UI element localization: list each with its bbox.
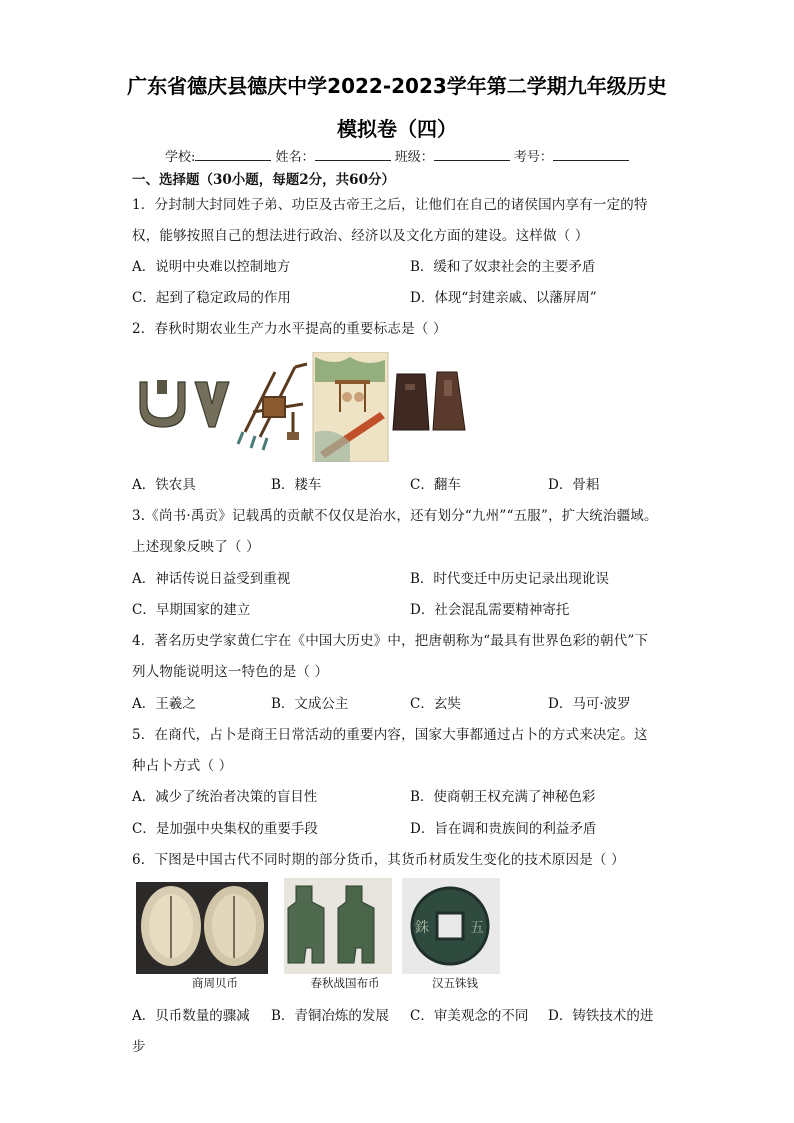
q3-option-d[interactable]: D．社会混乱需要精神寄托 — [410, 602, 570, 618]
seed-drill-icon — [238, 364, 307, 450]
q5-option-c[interactable]: C．是加强中央集权的重要手段 — [132, 821, 318, 837]
q5-option-b[interactable]: B．使商朝王权充满了神秘色彩 — [410, 789, 596, 805]
question-2-line-1: 2．春秋时期农业生产力水平提高的重要标志是（ ） — [132, 321, 447, 337]
q1-option-b[interactable]: B．缓和了奴隶社会的主要矛盾 — [410, 259, 596, 275]
q4-option-b[interactable]: B．文成公主 — [271, 696, 349, 712]
shell-coin-icon — [136, 882, 268, 974]
question-5-line-1: 5．在商代，占卜是商王日常活动的重要内容，国家大事都通过占卜的方式来决定。这 — [132, 727, 648, 743]
question-4-line-1: 4．著名历史学家黄仁宇在《中国大历史》中，把唐朝称为“最具有世界色彩的朝代”下 — [132, 633, 649, 649]
caption-wuzhu-coin: 汉五铢钱 — [432, 976, 478, 990]
q5-option-a[interactable]: A．减少了统治者决策的盲目性 — [132, 789, 318, 805]
iron-plough-icon — [195, 382, 229, 427]
q1-option-d[interactable]: D．体现“封建亲戚、以藩屏周” — [410, 290, 597, 306]
question-4-line-2: 列人物能说明这一特色的是（ ） — [132, 664, 329, 680]
class-blank[interactable] — [434, 148, 510, 161]
name-blank[interactable] — [315, 148, 391, 161]
q4-option-c[interactable]: C．玄奘 — [410, 696, 461, 712]
caption-shell-coin: 商周贝币 — [192, 976, 238, 990]
exam-no-label: 考号： — [513, 150, 553, 165]
q6-option-d-tail: 步 — [132, 1039, 146, 1055]
name-label: 姓名： — [275, 150, 315, 165]
water-lift-painting-icon — [313, 352, 388, 462]
question-5-line-2: 种占卜方式（ ） — [132, 758, 233, 774]
q2-option-c[interactable]: C．翻车 — [410, 477, 461, 493]
q3-option-c[interactable]: C．早期国家的建立 — [132, 602, 251, 618]
student-info-row — [165, 146, 629, 165]
exam-no-blank[interactable] — [553, 148, 629, 161]
q3-option-b[interactable]: B．时代变迁中历史记录出现讹误 — [410, 571, 609, 587]
class-label: 班级： — [394, 150, 434, 165]
page-subtitle: 模拟卷（四） — [337, 117, 457, 141]
q6-option-a[interactable]: A．贝币数量的骤减 — [132, 1008, 250, 1024]
question-3-line-2: 上述现象反映了（ ） — [132, 539, 260, 555]
question-1-line-2: 权，能够按照自己的想法进行政治、经济以及文化方面的建设。这样做（ ） — [132, 228, 589, 244]
coins-image — [136, 878, 500, 976]
question-3-line-1: 3.《尚书·禹贡》记载禹的贡献不仅仅是治水，还有划分“九州”“五服”，扩大统治疆域。 — [132, 508, 658, 524]
coin-glyph-left: 銖 — [415, 920, 429, 936]
q5-option-d[interactable]: D．旨在调和贵族间的利益矛盾 — [410, 821, 597, 837]
school-blank[interactable] — [195, 148, 271, 161]
q4-option-d[interactable]: D．马可·波罗 — [548, 696, 631, 712]
farming-tools-image — [135, 352, 475, 462]
section-heading: 一、选择题（30小题，每题2分，共60分） — [132, 172, 395, 188]
q2-option-d[interactable]: D．骨耜 — [548, 477, 600, 493]
q1-option-c[interactable]: C．起到了稳定政局的作用 — [132, 290, 291, 306]
bone-spade-icon — [393, 372, 465, 430]
caption-spade-coin: 春秋战国布币 — [310, 976, 380, 990]
q2-option-a[interactable]: A．铁农具 — [132, 477, 196, 493]
q2-option-b[interactable]: B．耧车 — [271, 477, 322, 493]
wuzhu-coin-icon — [402, 878, 500, 974]
q6-option-c[interactable]: C．审美观念的不同 — [410, 1008, 529, 1024]
spade-coin-icon — [284, 878, 392, 974]
question-1-line-1: 1．分封制大封同姓子弟、功臣及古帝王之后，让他们在自己的诸侯国内享有一定的特 — [132, 197, 648, 213]
coin-glyph-right: 五 — [470, 920, 484, 936]
school-label: 学校: — [165, 150, 196, 165]
q6-option-b[interactable]: B．青铜冶炼的发展 — [271, 1008, 389, 1024]
iron-hoe-icon — [140, 380, 185, 427]
q6-option-d[interactable]: D．铸铁技术的进 — [548, 1008, 654, 1024]
q3-option-a[interactable]: A．神话传说日益受到重视 — [132, 571, 291, 587]
q1-option-a[interactable]: A．说明中央难以控制地方 — [132, 259, 291, 275]
page-title: 广东省德庆县德庆中学2022-2023学年第二学期九年级历史 — [127, 74, 667, 98]
q4-option-a[interactable]: A．王羲之 — [132, 696, 196, 712]
question-6-line-1: 6．下图是中国古代不同时期的部分货币，其货币材质发生变化的技术原因是（ ） — [132, 852, 625, 868]
